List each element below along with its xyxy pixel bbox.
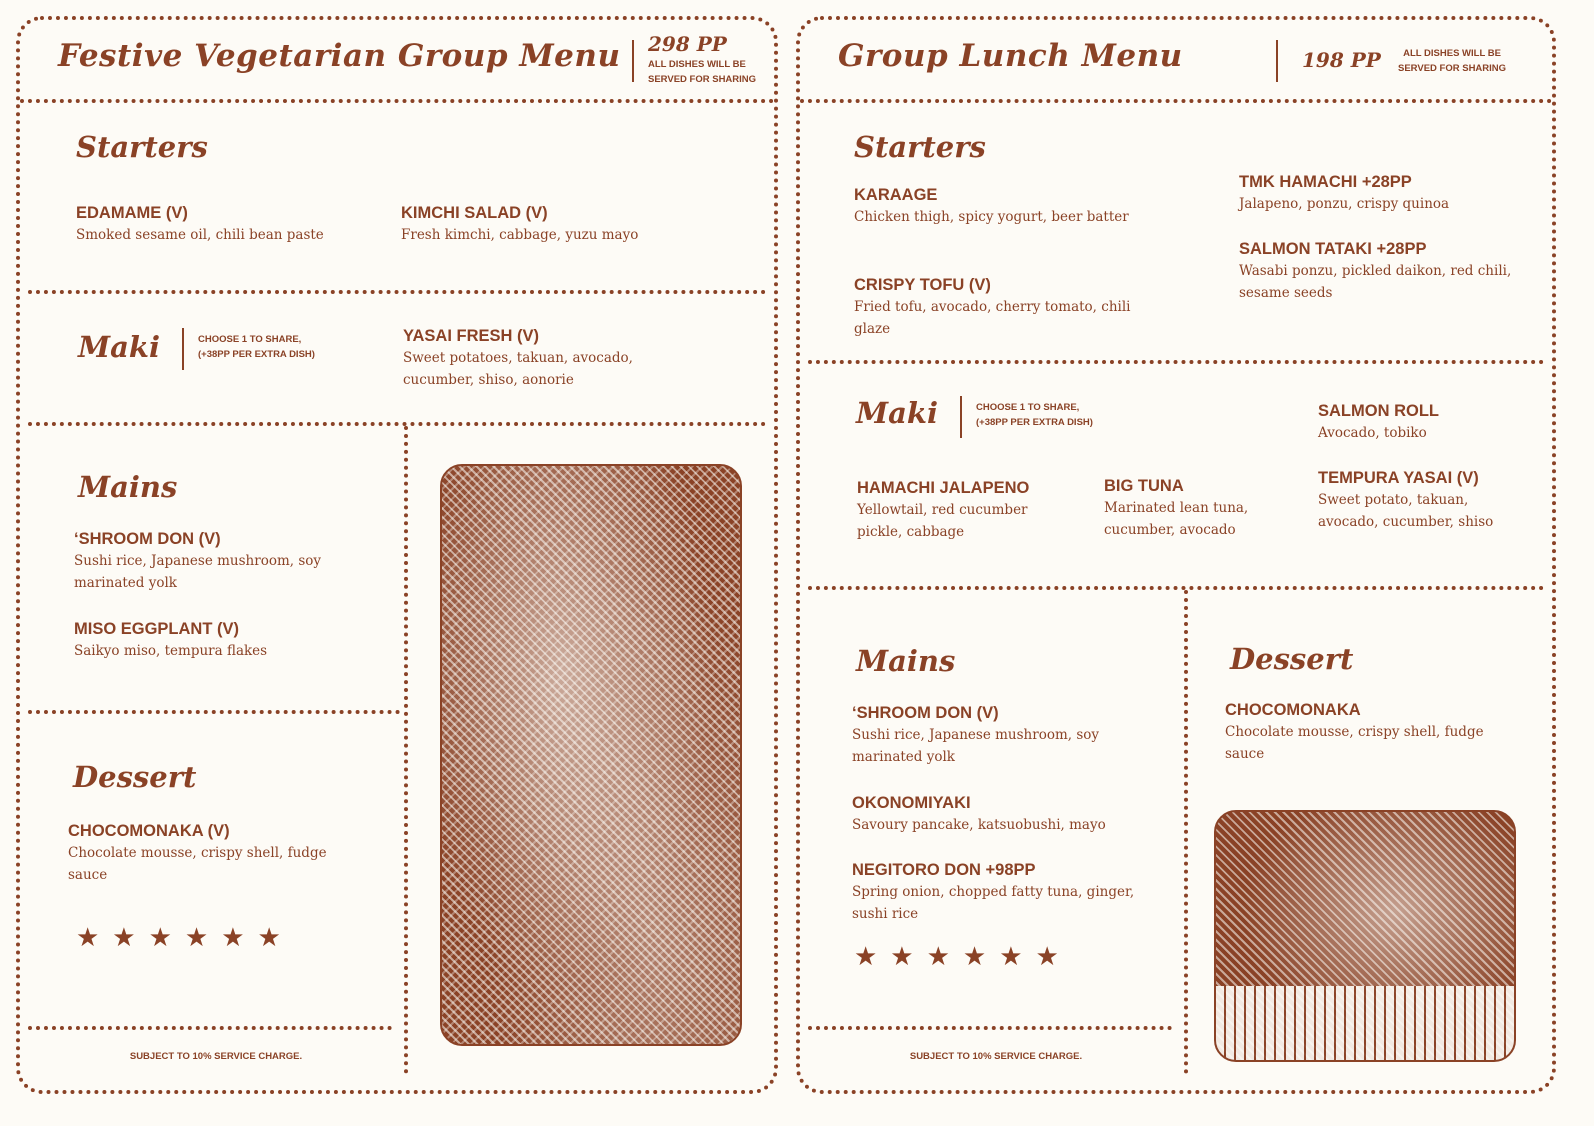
dish-item: EDAMAME (V) Smoked sesame oil, chili bean paste	[76, 204, 324, 243]
dish-item: OKONOMIYAKI Savoury pancake, katsuobushi, mayo	[852, 794, 1106, 833]
menu-price: 298 PP	[648, 32, 727, 56]
star-row: ★★★★★★	[854, 942, 1072, 972]
column-divider	[1184, 590, 1188, 1074]
dessert-heading: Dessert	[1230, 642, 1354, 676]
menu-header	[20, 20, 774, 103]
service-charge-note: SUBJECT TO 10% SERVICE CHARGE.	[129, 1051, 303, 1062]
maki-heading: Maki	[78, 330, 161, 364]
dish-item: TEMPURA YASAI (V) Sweet potato, takuan, avocado, cucumber, shiso	[1318, 469, 1494, 530]
header-divider	[632, 40, 634, 82]
dish-item: KIMCHI SALAD (V) Fresh kimchi, cabbage, yuzu mayo	[401, 204, 639, 243]
header-divider	[1276, 40, 1278, 82]
starters-heading: Starters	[854, 130, 986, 164]
menu-header	[800, 20, 1552, 103]
mains-heading: Mains	[78, 470, 178, 504]
section-divider	[28, 422, 766, 426]
dish-item: SALMON ROLL Avocado, tobiko	[1318, 402, 1439, 441]
dish-item: TMK HAMACHI +28PP Jalapeno, ponzu, crispy quinoa	[1239, 173, 1450, 212]
group-lunch-menu-panel	[796, 16, 1556, 1094]
section-divider	[808, 360, 1544, 364]
dish-item: ‘SHROOM DON (V) Sushi rice, Japanese mushroom, soy marinated yolk	[74, 530, 322, 591]
mains-heading: Mains	[856, 644, 956, 678]
maki-divider	[960, 396, 962, 438]
dish-item: CRISPY TOFU (V) Fried tofu, avocado, cherry tomato, chili glaze	[854, 276, 1131, 337]
column-divider	[404, 426, 408, 1074]
dish-item: YASAI FRESH (V) Sweet potatoes, takuan, avocado, cucumber, shiso, aonorie	[403, 327, 633, 388]
section-divider	[808, 1026, 1172, 1030]
star-row: ★★★★★★	[76, 923, 294, 953]
dish-item: KARAAGE Chicken thigh, spicy yogurt, beer batter	[854, 186, 1129, 225]
section-divider	[808, 586, 1544, 590]
dish-item: SALMON TATAKI +28PP Wasabi ponzu, pickled daikon, red chili, sesame seeds	[1239, 240, 1512, 301]
halftone-photo	[440, 464, 742, 1046]
halftone-photo	[1214, 810, 1516, 1062]
sharing-note: ALL DISHES WILL BE SERVED FOR SHARING	[1398, 48, 1507, 74]
dish-item: BIG TUNA Marinated lean tuna, cucumber, avocado	[1104, 477, 1249, 538]
section-divider	[28, 290, 766, 294]
festive-vegetarian-menu-panel	[16, 16, 778, 1094]
dish-item: CHOCOMONAKA Chocolate mousse, crispy shell, fudge sauce	[1225, 701, 1484, 762]
maki-note: CHOOSE 1 TO SHARE, (+38PP PER EXTRA DISH)	[976, 402, 1093, 428]
dish-item: CHOCOMONAKA (V) Chocolate mousse, crispy shell, fudge sauce	[68, 822, 327, 883]
menu-title: Group Lunch Menu	[838, 38, 1183, 74]
maki-heading: Maki	[856, 396, 939, 430]
maki-divider	[182, 328, 184, 370]
dessert-heading: Dessert	[73, 760, 197, 794]
service-charge-note: SUBJECT TO 10% SERVICE CHARGE.	[909, 1051, 1083, 1062]
maki-note: CHOOSE 1 TO SHARE, (+38PP PER EXTRA DISH)	[198, 334, 315, 360]
dish-item: MISO EGGPLANT (V) Saikyo miso, tempura flakes	[74, 620, 268, 659]
sharing-note: ALL DISHES WILL BE SERVED FOR SHARING	[648, 59, 757, 85]
starters-heading: Starters	[76, 130, 208, 164]
dish-item: NEGITORO DON +98PP Spring onion, chopped fatty tuna, ginger, sushi rice	[852, 861, 1135, 922]
dish-item: HAMACHI JALAPENO Yellowtail, red cucumber pickle, cabbage	[857, 479, 1030, 540]
section-divider	[28, 1026, 392, 1030]
menu-price: 198 PP	[1302, 48, 1381, 72]
section-divider	[28, 710, 400, 714]
menu-title: Festive Vegetarian Group Menu	[58, 38, 621, 74]
dish-item: ‘SHROOM DON (V) Sushi rice, Japanese mushroom, soy marinated yolk	[852, 704, 1100, 765]
